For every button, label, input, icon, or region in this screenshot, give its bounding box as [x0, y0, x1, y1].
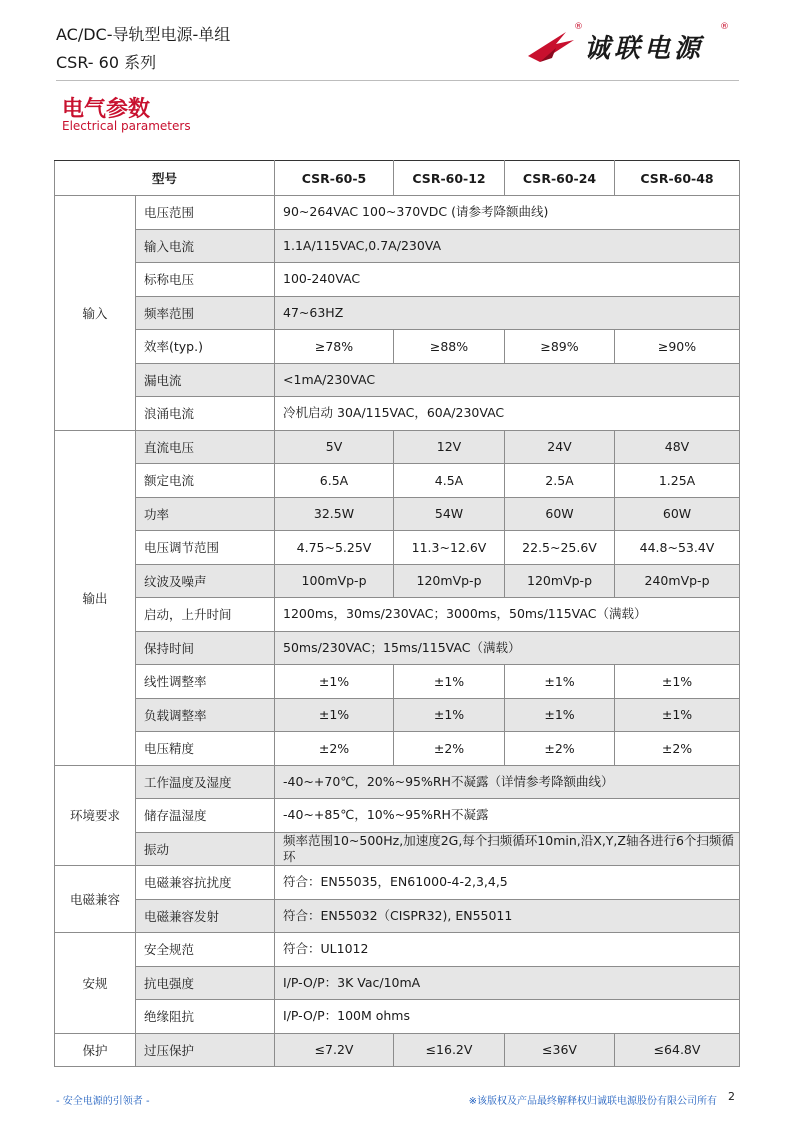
footer-slogan: - 安全电源的引领者 -	[56, 1096, 150, 1107]
parameter-value: 5V	[275, 430, 394, 464]
parameter-name: 保持时间	[136, 631, 275, 665]
category-cell: 电磁兼容	[55, 866, 136, 933]
table-row	[55, 263, 740, 297]
parameter-value: ≤36V	[505, 1033, 615, 1067]
parameter-name: 效率(typ.)	[136, 330, 275, 364]
parameter-name: 直流电压	[136, 430, 275, 464]
brand-logo	[526, 22, 746, 72]
parameter-value: ≥78%	[275, 330, 394, 364]
category-cell: 环境要求	[55, 765, 136, 866]
page-number: 2	[728, 1090, 735, 1103]
table-row	[55, 765, 740, 799]
parameter-value: 100-240VAC	[275, 263, 740, 297]
parameter-name: 额定电流	[136, 464, 275, 498]
parameter-value: ±1%	[505, 698, 615, 732]
table-row	[55, 966, 740, 1000]
parameter-name: 浪涌电流	[136, 397, 275, 431]
table-row	[55, 598, 740, 632]
parameter-value: 1200ms，30ms/230VAC；3000ms，50ms/115VAC（满载）	[275, 598, 740, 632]
parameter-name: 绝缘阻抗	[136, 1000, 275, 1034]
logo-text: 诚联电源	[584, 34, 705, 64]
model-header: CSR-60-48	[615, 161, 740, 196]
model-label: 型号	[55, 161, 275, 196]
parameter-name: 线性调整率	[136, 665, 275, 699]
table-row	[55, 196, 740, 230]
parameter-value: 120mVp-p	[505, 564, 615, 598]
table-row	[55, 631, 740, 665]
parameter-value: 1.25A	[615, 464, 740, 498]
table-row	[55, 564, 740, 598]
parameter-value: -40~+70℃，20%~95%RH不凝露（详情参考降额曲线）	[275, 765, 740, 799]
parameter-value: 240mVp-p	[615, 564, 740, 598]
parameter-value: 1.1A/115VAC,0.7A/230VA	[275, 229, 740, 263]
section-title: 电气参数	[62, 97, 151, 122]
model-header: CSR-60-12	[394, 161, 505, 196]
table-row	[55, 497, 740, 531]
table-row	[55, 1033, 740, 1067]
parameter-name: 输入电流	[136, 229, 275, 263]
table-row	[55, 296, 740, 330]
parameter-value: ≥90%	[615, 330, 740, 364]
table-row	[55, 665, 740, 699]
parameter-value: I/P-O/P：3K Vac/10mA	[275, 966, 740, 1000]
table-row	[55, 832, 740, 866]
footer-copyright: ※该版权及产品最终解释权归诚联电源股份有限公司所有	[468, 1096, 717, 1107]
parameter-value: ±1%	[615, 698, 740, 732]
parameter-name: 电磁兼容发射	[136, 899, 275, 933]
parameter-name: 漏电流	[136, 363, 275, 397]
parameter-value: 24V	[505, 430, 615, 464]
table-row	[55, 799, 740, 833]
parameter-value: 2.5A	[505, 464, 615, 498]
table-row	[55, 363, 740, 397]
parameter-value: ±1%	[275, 698, 394, 732]
parameter-value: 符合：EN55032（CISPR32), EN55011	[275, 899, 740, 933]
parameter-value: 11.3~12.6V	[394, 531, 505, 565]
electrical-parameters-table	[54, 160, 740, 1067]
table-header-row	[55, 161, 740, 196]
parameter-name: 纹波及噪声	[136, 564, 275, 598]
table-row	[55, 732, 740, 766]
table-row	[55, 464, 740, 498]
category-cell: 输出	[55, 430, 136, 765]
parameter-value: ±2%	[615, 732, 740, 766]
registered-mark: ®	[720, 22, 729, 32]
parameter-value: 50ms/230VAC；15ms/115VAC（满载）	[275, 631, 740, 665]
parameter-name: 启动，上升时间	[136, 598, 275, 632]
parameter-name: 电压精度	[136, 732, 275, 766]
parameter-name: 振动	[136, 832, 275, 866]
category-cell: 安规	[55, 933, 136, 1034]
parameter-name: 电磁兼容抗扰度	[136, 866, 275, 900]
parameter-value: 22.5~25.6V	[505, 531, 615, 565]
parameter-name: 过压保护	[136, 1033, 275, 1067]
parameter-value: 60W	[615, 497, 740, 531]
parameter-name: 电压调节范围	[136, 531, 275, 565]
parameter-value: ±2%	[394, 732, 505, 766]
parameter-value: 4.5A	[394, 464, 505, 498]
parameter-value: ±2%	[505, 732, 615, 766]
parameter-name: 抗电强度	[136, 966, 275, 1000]
parameter-value: 符合：EN55035，EN61000-4-2,3,4,5	[275, 866, 740, 900]
parameter-value: 48V	[615, 430, 740, 464]
parameter-value: ≤64.8V	[615, 1033, 740, 1067]
table-row	[55, 866, 740, 900]
parameter-value: 60W	[505, 497, 615, 531]
table-row	[55, 430, 740, 464]
doc-title: AC/DC-导轨型电源-单组	[56, 25, 231, 44]
parameter-value: 54W	[394, 497, 505, 531]
parameter-value: 6.5A	[275, 464, 394, 498]
parameter-value: ±2%	[275, 732, 394, 766]
parameter-value: ±1%	[275, 665, 394, 699]
parameter-value: ±1%	[394, 698, 505, 732]
table-row	[55, 899, 740, 933]
parameter-value: 符合：UL1012	[275, 933, 740, 967]
section-subtitle: Electrical parameters	[62, 119, 191, 133]
category-cell: 保护	[55, 1033, 136, 1067]
parameter-value: 47~63HZ	[275, 296, 740, 330]
registered-mark: ®	[574, 22, 583, 32]
parameter-value: <1mA/230VAC	[275, 363, 740, 397]
parameter-name: 安全规范	[136, 933, 275, 967]
parameter-value: ±1%	[394, 665, 505, 699]
table-row	[55, 229, 740, 263]
model-header: CSR-60-5	[275, 161, 394, 196]
header-divider	[56, 80, 739, 81]
parameter-value: 44.8~53.4V	[615, 531, 740, 565]
doc-series: CSR- 60 系列	[56, 53, 157, 72]
parameter-value: 90~264VAC 100~370VDC (请参考降额曲线)	[275, 196, 740, 230]
parameter-value: 频率范围10~500Hz,加速度2G,每个扫频循环10min,沿X,Y,Z轴各进行6个扫频循环	[275, 832, 740, 866]
parameter-value: ±1%	[615, 665, 740, 699]
parameter-value: ≤16.2V	[394, 1033, 505, 1067]
parameter-name: 工作温度及湿度	[136, 765, 275, 799]
parameter-value: -40~+85℃，10%~95%RH不凝露	[275, 799, 740, 833]
parameter-value: ≥88%	[394, 330, 505, 364]
parameter-name: 标称电压	[136, 263, 275, 297]
parameter-value: ≥89%	[505, 330, 615, 364]
parameter-value: 12V	[394, 430, 505, 464]
table-row	[55, 933, 740, 967]
model-header: CSR-60-24	[505, 161, 615, 196]
table-row	[55, 397, 740, 431]
parameter-value: 冷机启动 30A/115VAC，60A/230VAC	[275, 397, 740, 431]
parameter-name: 频率范围	[136, 296, 275, 330]
page-header	[56, 22, 746, 84]
parameter-name: 负载调整率	[136, 698, 275, 732]
table-row	[55, 698, 740, 732]
parameter-name: 功率	[136, 497, 275, 531]
category-cell: 输入	[55, 196, 136, 431]
parameter-value: I/P-O/P：100M ohms	[275, 1000, 740, 1034]
table-row	[55, 330, 740, 364]
parameter-value: ±1%	[505, 665, 615, 699]
parameter-value: 100mVp-p	[275, 564, 394, 598]
table-row	[55, 531, 740, 565]
parameter-value: 4.75~5.25V	[275, 531, 394, 565]
table-row	[55, 1000, 740, 1034]
parameter-value: 120mVp-p	[394, 564, 505, 598]
parameter-value: ≤7.2V	[275, 1033, 394, 1067]
parameter-name: 电压范围	[136, 196, 275, 230]
logo-mark-icon	[526, 28, 578, 68]
parameter-value: 32.5W	[275, 497, 394, 531]
parameter-name: 储存温湿度	[136, 799, 275, 833]
